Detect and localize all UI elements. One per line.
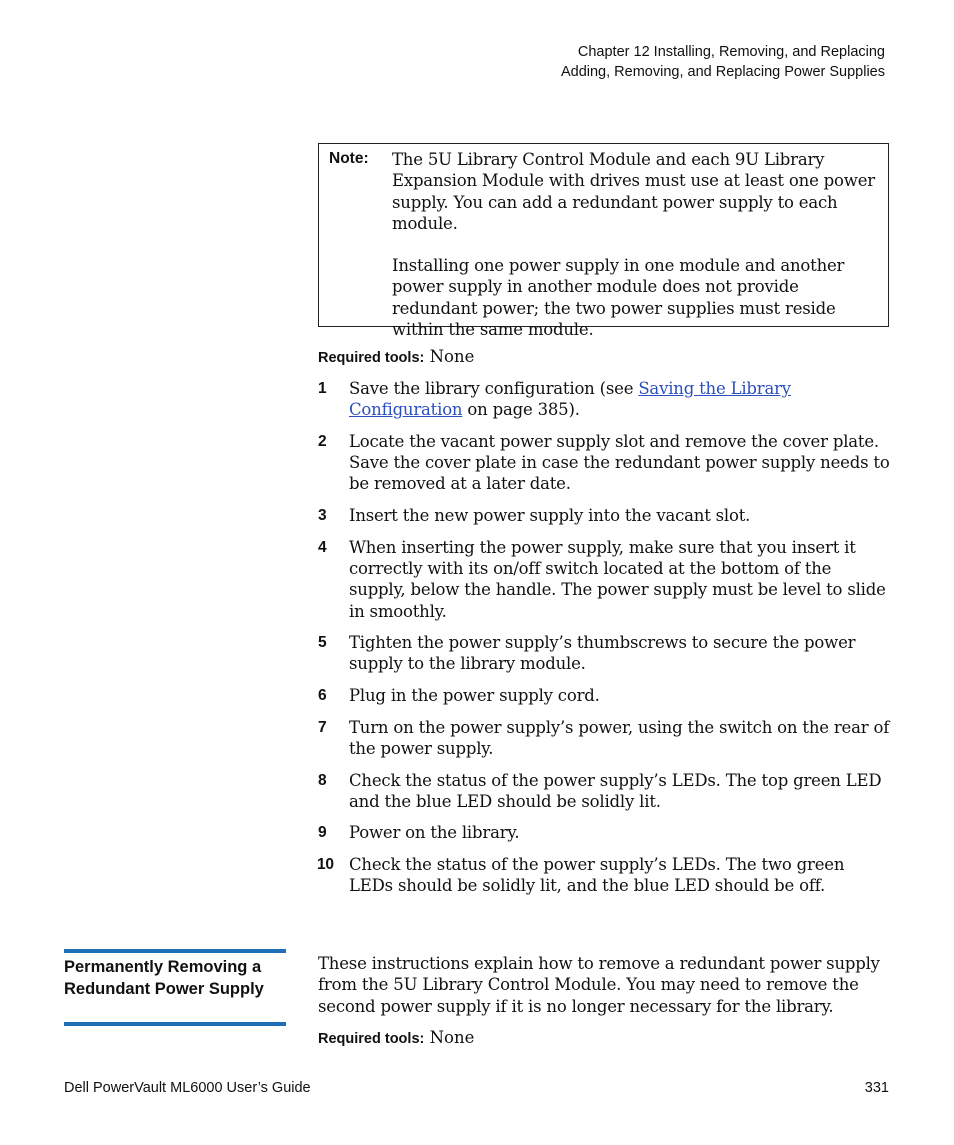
step-item — [318, 854, 890, 897]
step-text: Plug in the power supply cord. — [349, 686, 600, 706]
note-paragraph-1: The 5U Library Control Module and each 9U Library Expansion Module with drives must use at least one power supply. You can add a redundant power supply to each module. — [392, 150, 875, 233]
saving-library-configuration-link[interactable]: Saving the Library Configuration — [349, 379, 791, 420]
section-heading: Permanently Removing a Redundant Power Supply — [64, 958, 264, 998]
step-text: Check the status of the power supply’s LEDs. The top green LED and the blue LED should be solidly lit. — [349, 770, 882, 811]
step-text-after: on page 385). — [462, 400, 580, 420]
required-tools-label: Required tools: — [318, 350, 425, 366]
step-item — [318, 378, 890, 421]
step-number: 5 — [318, 634, 327, 652]
step-item — [318, 505, 890, 526]
page-number: 331 — [864, 1080, 889, 1096]
step-item — [318, 717, 890, 760]
step-item — [318, 822, 890, 843]
required-tools — [318, 346, 474, 369]
step-number: 7 — [318, 718, 327, 736]
step-item — [318, 770, 890, 813]
section-intro: These instructions explain how to remove a redundant power supply from the 5U Library Control Module. You may need to remove the second power supply if it is no longer necessary for the library. — [318, 954, 880, 1016]
required-tools-value: None — [429, 1028, 475, 1047]
step-text: Locate the vacant power supply slot and remove the cover plate. Save the cover plate in case the redundant power supply needs to be removed at a later date. — [349, 431, 890, 494]
step-list — [318, 378, 890, 907]
step-item — [318, 685, 890, 706]
step-number: 2 — [318, 432, 327, 450]
note-box — [318, 143, 889, 340]
note-label: Note: — [329, 150, 369, 167]
step-item — [318, 632, 890, 675]
header-section: Adding, Removing, and Replacing Power Supplies — [560, 64, 885, 80]
step-number: 8 — [318, 771, 327, 789]
required-tools — [318, 1027, 474, 1050]
note-text — [392, 149, 882, 361]
step-text: Save the library configuration (see — [349, 379, 639, 398]
step-text: Power on the library. — [349, 823, 520, 843]
step-number: 1 — [318, 380, 327, 397]
step-text: When inserting the power supply, make sure that you insert it correctly with its on/off switch located at the bottom of the supply, below the handle. The power supply must be level to slide in smoothly. — [349, 537, 886, 621]
running-header — [561, 42, 885, 82]
section-heading-box — [64, 949, 286, 1026]
step-text: Insert the new power supply into the vacant slot. — [349, 506, 751, 526]
required-tools-label: Required tools: — [318, 1031, 425, 1047]
step-number: 10 — [317, 856, 334, 874]
note-paragraph-2: Installing one power supply in one module and another power supply in another module does not provide redundant power; the two power supplies must reside within the same module. — [392, 256, 845, 340]
step-number: 3 — [318, 507, 327, 525]
step-item — [318, 431, 890, 495]
required-tools-value: None — [429, 347, 475, 366]
step-text: Check the status of the power supply’s LEDs. The two green LEDs should be solidly lit, and the blue LED should be off. — [349, 855, 845, 896]
step-text: Tighten the power supply’s thumbscrews to secure the power supply to the library module. — [349, 633, 856, 674]
header-chapter: Chapter 12 Installing, Removing, and Replacing — [577, 44, 885, 60]
step-number: 6 — [318, 687, 327, 705]
step-item — [318, 537, 890, 622]
footer-title: Dell PowerVault ML6000 User’s Guide — [64, 1080, 311, 1096]
step-text: Turn on the power supply’s power, using the switch on the rear of the power supply. — [349, 717, 890, 758]
step-number: 4 — [318, 538, 327, 556]
step-number: 9 — [318, 824, 327, 842]
